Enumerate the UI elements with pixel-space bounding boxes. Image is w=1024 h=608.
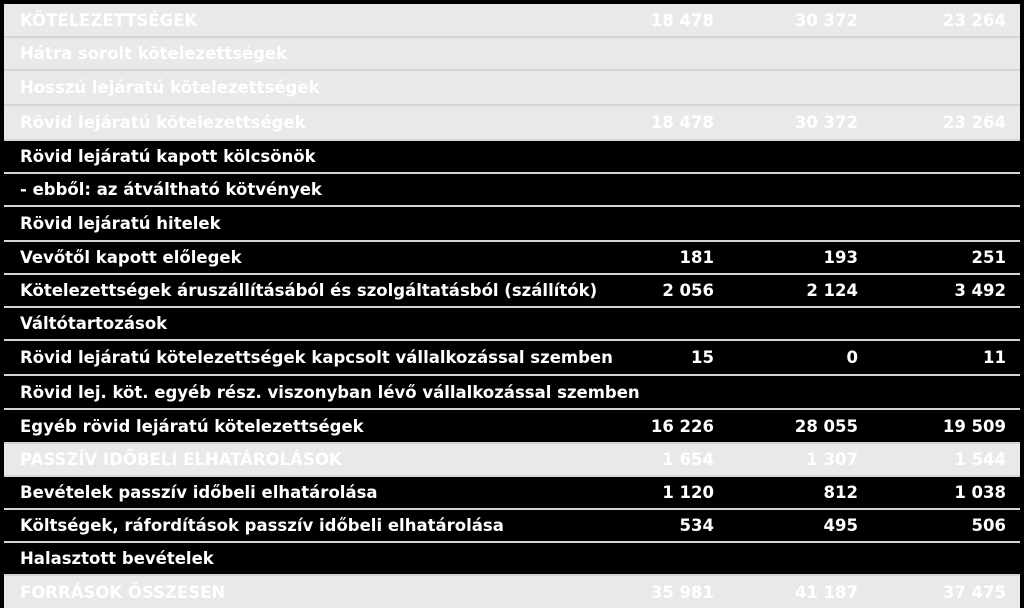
table-row [4,242,1020,275]
value-col-1: 18 478 [650,10,714,30]
value-col-3: 37 475 [942,582,1006,602]
value-col-1: 1 120 [662,483,714,502]
row-label: Rövid lejáratú kötelezettségek kapcsolt vállalkozással szemben [20,348,613,367]
table-row [4,38,1020,71]
value-col-2: 28 055 [794,416,858,436]
value-col-2: 30 372 [794,10,858,30]
row-label: Bevételek passzív időbeli elhatárolása [20,483,378,502]
value-col-1: 35 981 [650,582,714,602]
value-col-1: 15 [691,348,714,367]
row-label: KÖTELEZETTSÉGEK [20,10,198,30]
value-col-1: 2 056 [662,281,714,300]
table-row [4,207,1020,242]
value-col-1: 534 [679,516,714,535]
row-label: - ebből: az átváltható kötvények [20,180,322,199]
value-col-2: 0 [846,348,858,367]
table-row [4,341,1020,376]
table-row [4,106,1020,141]
row-label: Halasztott bevételek [20,549,214,568]
table-row [4,510,1020,543]
value-col-3: 1 038 [954,483,1006,502]
table-row [4,308,1020,341]
value-col-2: 495 [823,516,858,535]
value-col-1: 1 654 [662,450,714,469]
value-col-3: 19 509 [942,416,1006,436]
row-label: Kötelezettségek áruszállításából és szolgáltatásból (szállítók) [20,281,598,300]
value-col-3: 11 [983,348,1006,367]
value-col-2: 30 372 [794,113,858,132]
row-label: Rövid lej. köt. egyéb rész. viszonyban lévő vállalkozással szemben [20,382,640,402]
value-col-3: 23 264 [942,113,1006,132]
table-row [4,141,1020,174]
table-row [4,410,1020,444]
row-label: FORRÁSOK ÖSSZESEN [20,582,226,602]
value-col-3: 1 544 [954,450,1006,469]
value-col-2: 812 [823,483,858,502]
value-col-2: 1 307 [806,450,858,469]
value-col-1: 18 478 [650,113,714,132]
value-col-3: 3 492 [954,281,1006,300]
row-label: Váltótartozások [20,314,168,333]
row-label: PASSZÍV IDŐBELI ELHATÁROLÁSOK [20,450,342,469]
row-label: Rövid lejáratú hitelek [20,214,221,233]
table-row [4,444,1020,477]
value-col-2: 2 124 [806,281,858,300]
table-row [4,477,1020,510]
value-col-3: 506 [971,516,1006,535]
table-row [4,4,1020,38]
table-row [4,376,1020,410]
value-col-2: 41 187 [794,582,858,602]
row-label: Hosszú lejáratú kötelezettségek [20,78,320,97]
value-col-1: 181 [679,248,714,267]
table-row [4,275,1020,308]
row-label: Vevőtől kapott előlegek [20,248,242,267]
table-row [4,71,1020,106]
row-label: Rövid lejáratú kötelezettségek [20,113,306,132]
table-row [4,576,1020,608]
table-row [4,543,1020,576]
row-label: Hátra sorolt kötelezettségek [20,44,288,63]
table-row [4,174,1020,207]
row-label: Költségek, ráfordítások passzív időbeli elhatárolása [20,516,504,535]
row-label: Rövid lejáratú kapott kölcsönök [20,147,316,166]
value-col-3: 23 264 [942,10,1006,30]
value-col-2: 193 [823,248,858,267]
value-col-3: 251 [971,248,1006,267]
row-label: Egyéb rövid lejáratú kötelezettségek [20,416,364,436]
value-col-1: 16 226 [650,416,714,436]
